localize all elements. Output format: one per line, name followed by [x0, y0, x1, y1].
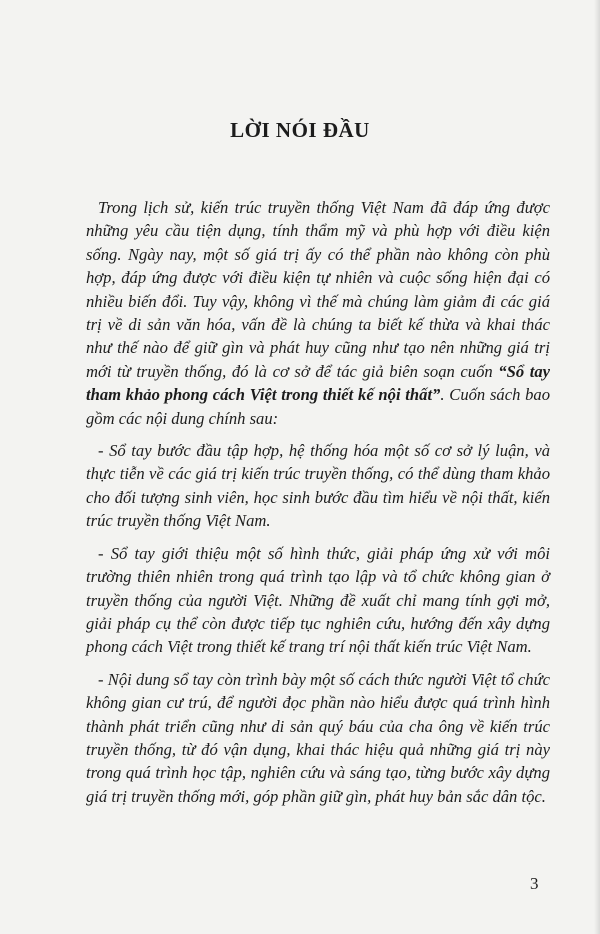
- paragraph-item-2: - Sổ tay giới thiệu một số hình thức, giải pháp ứng xử với môi trường thiên nhiên trong quá trình tạo lập và tổ chức không gian ở truyền thống của người Việt. Những đề xuất chỉ mang tính gợi mở, giải pháp cụ thể còn được tiếp tục nghiên cứu, hướng đến xây dựng phong cách Việt trong thiết kế trang trí nội thất kiến trúc Việt Nam.: [86, 543, 550, 657]
- paragraph-item-3: - Nội dung sổ tay còn trình bày một số cách thức người Việt tổ chức không gian cư trú, để người đọc phần nào hiểu được quá trình hình thành phát triển cũng như di sản quý báu của cha ông về kiến trúc truyền thống, từ đó vận dụng, khai thác hiệu quả những giá trị này trong quá trình học tập, nghiên cứu và sáng tạo, từng bước xây dựng giá trị truyền thống mới, góp phần giữ gìn, phát huy bản sắc dân tộc.: [86, 669, 550, 806]
- intro-text-end: . Cuốn sách bao gồm các nội dung chính sau:: [86, 385, 551, 428]
- preface-body: [86, 196, 550, 817]
- paragraph-item-1: - Sổ tay bước đầu tập hợp, hệ thống hóa một số cơ sở lý luận, và thực tiễn về các giá trị kiến trúc truyền thống, có thể dùng tham khảo cho đối tượng sinh viên, học sinh bước đầu tìm hiểu về nội thất, kiến trúc truyền thống Việt Nam.: [86, 441, 550, 531]
- page-number: 3: [530, 874, 539, 893]
- paragraph-intro: [86, 196, 550, 430]
- page-title: LỜI NÓI ĐẦU: [230, 118, 370, 142]
- intro-text: Trong lịch sử, kiến trúc truyền thống Việt Nam đã đáp ứng được những yêu cầu tiện dụng, tính thẩm mỹ và phù hợp với điều kiện sống. Ngày nay, một số giá trị ấy có thể phần nào không còn phù hợp, đáp ứng được với điều kiện tự nhiên và cuộc sống hiện đại có nhiều biến đổi. Tuy vậy, không vì thế mà chúng làm giảm đi các giá trị về di sản văn hóa, vấn đề là chúng ta biết kế thừa và khai thác như thế nào để giữ gìn và phát huy cũng như tạo nên những giá trị mới từ truyền thống, đó là cơ sở để tác giả biên soạn cuốn: [86, 198, 550, 381]
- book-title: “Sổ tay tham khảo phong cách Việt trong thiết kế nội thất”: [86, 361, 550, 405]
